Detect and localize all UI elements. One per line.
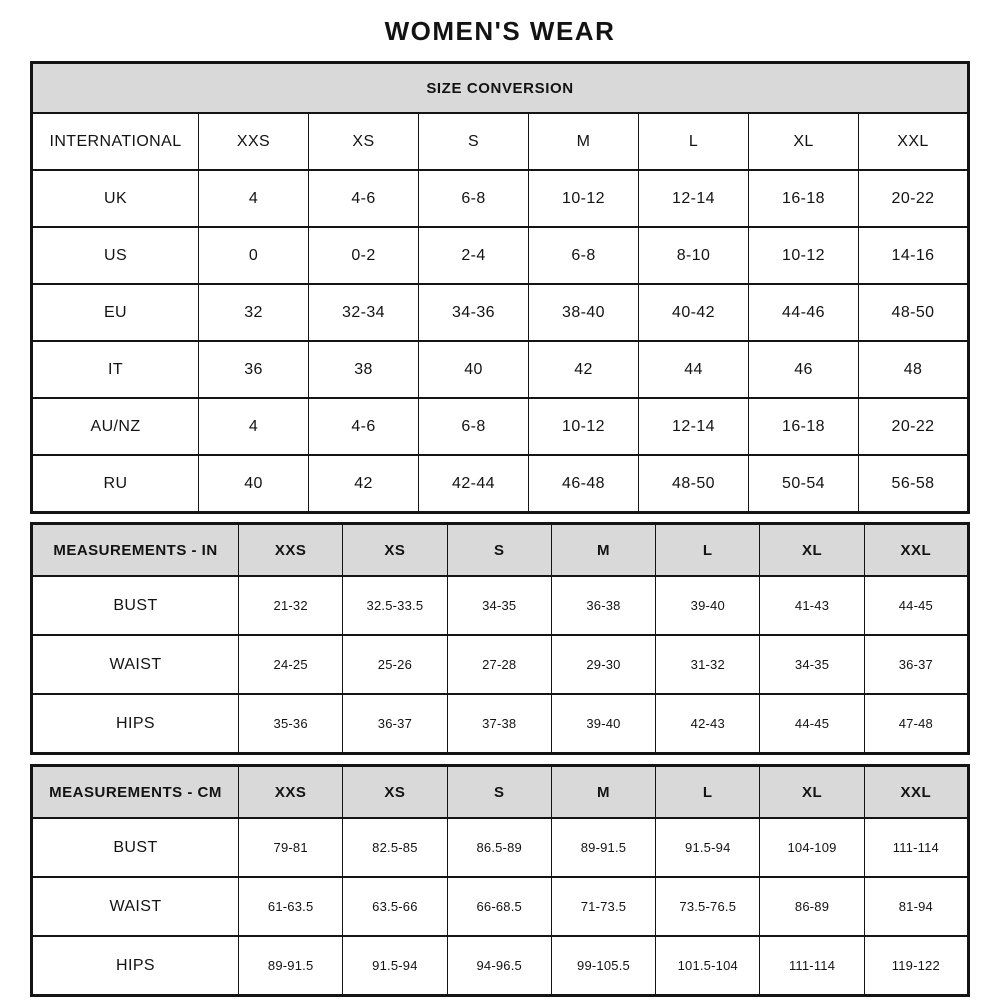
size-cell: 40 xyxy=(419,341,529,398)
table-caption-row xyxy=(32,63,969,114)
size-cell: 10-12 xyxy=(529,170,639,227)
row-label: RU xyxy=(32,455,199,513)
size-cell: 4-6 xyxy=(309,398,419,455)
measure-cell: 31-32 xyxy=(656,635,760,694)
measure-cell: 63.5-66 xyxy=(343,877,447,936)
measure-cell: 44-45 xyxy=(864,576,968,635)
measure-cell: 24-25 xyxy=(239,635,343,694)
measure-cell: 39-40 xyxy=(551,694,655,754)
measure-cell: 21-32 xyxy=(239,576,343,635)
measure-cell: 37-38 xyxy=(447,694,551,754)
size-cell: 46 xyxy=(749,341,859,398)
size-cell: 34-36 xyxy=(419,284,529,341)
measure-cell: 42-43 xyxy=(656,694,760,754)
size-cell: 44 xyxy=(639,341,749,398)
column-header: XS xyxy=(309,113,419,170)
column-header-row xyxy=(32,113,969,170)
size-cell: 6-8 xyxy=(419,170,529,227)
table-row xyxy=(32,341,969,398)
row-label: US xyxy=(32,227,199,284)
column-header: XXS xyxy=(239,524,343,577)
column-header: XL xyxy=(760,524,864,577)
table-row xyxy=(32,170,969,227)
row-label: EU xyxy=(32,284,199,341)
row-label: WAIST xyxy=(32,877,239,936)
column-header: XXL xyxy=(864,766,968,819)
size-cell: 12-14 xyxy=(639,170,749,227)
row-label: HIPS xyxy=(32,694,239,754)
table-row xyxy=(32,635,969,694)
size-cell: 4 xyxy=(199,398,309,455)
measure-cell: 99-105.5 xyxy=(551,936,655,996)
measure-cell: 119-122 xyxy=(864,936,968,996)
size-cell: 0 xyxy=(199,227,309,284)
measure-cell: 34-35 xyxy=(760,635,864,694)
column-header: L xyxy=(656,524,760,577)
measure-cell: 86-89 xyxy=(760,877,864,936)
table-row xyxy=(32,227,969,284)
measure-cell: 36-37 xyxy=(864,635,968,694)
column-header: XXS xyxy=(199,113,309,170)
measure-cell: 27-28 xyxy=(447,635,551,694)
measurements-cm-table xyxy=(30,764,970,997)
size-cell: 4-6 xyxy=(309,170,419,227)
column-header: XS xyxy=(343,524,447,577)
row-label: BUST xyxy=(32,576,239,635)
measurements-in-table xyxy=(30,522,970,755)
measure-cell: 111-114 xyxy=(864,818,968,877)
size-cell: 40-42 xyxy=(639,284,749,341)
column-header: XXL xyxy=(864,524,968,577)
size-cell: 36 xyxy=(199,341,309,398)
size-cell: 8-10 xyxy=(639,227,749,284)
size-cell: 44-46 xyxy=(749,284,859,341)
size-cell: 16-18 xyxy=(749,170,859,227)
size-cell: 6-8 xyxy=(529,227,639,284)
column-header: S xyxy=(419,113,529,170)
table-row xyxy=(32,936,969,996)
size-cell: 50-54 xyxy=(749,455,859,513)
size-cell: 14-16 xyxy=(859,227,969,284)
size-cell: 40 xyxy=(199,455,309,513)
column-header: XXL xyxy=(859,113,969,170)
size-cell: 42 xyxy=(309,455,419,513)
column-header: M xyxy=(551,766,655,819)
column-header: M xyxy=(529,113,639,170)
column-header: S xyxy=(447,524,551,577)
measure-cell: 91.5-94 xyxy=(343,936,447,996)
size-cell: 2-4 xyxy=(419,227,529,284)
column-header: XL xyxy=(760,766,864,819)
size-cell: 16-18 xyxy=(749,398,859,455)
measure-cell: 25-26 xyxy=(343,635,447,694)
table-row xyxy=(32,818,969,877)
row-label: WAIST xyxy=(32,635,239,694)
size-cell: 6-8 xyxy=(419,398,529,455)
measure-cell: 32.5-33.5 xyxy=(343,576,447,635)
measure-cell: 79-81 xyxy=(239,818,343,877)
measure-cell: 47-48 xyxy=(864,694,968,754)
size-cell: 56-58 xyxy=(859,455,969,513)
row-label: IT xyxy=(32,341,199,398)
row-label: UK xyxy=(32,170,199,227)
size-cell: 46-48 xyxy=(529,455,639,513)
measure-cell: 41-43 xyxy=(760,576,864,635)
column-header-row xyxy=(32,766,969,819)
measure-cell: 89-91.5 xyxy=(551,818,655,877)
measure-cell: 82.5-85 xyxy=(343,818,447,877)
measure-cell: 44-45 xyxy=(760,694,864,754)
column-header: XL xyxy=(749,113,859,170)
measure-cell: 104-109 xyxy=(760,818,864,877)
size-cell: 38-40 xyxy=(529,284,639,341)
column-header: INTERNATIONAL xyxy=(32,113,199,170)
row-label: HIPS xyxy=(32,936,239,996)
page-title: WOMEN'S WEAR xyxy=(384,16,616,46)
measure-cell: 94-96.5 xyxy=(447,936,551,996)
size-cell: 48-50 xyxy=(859,284,969,341)
column-header: M xyxy=(551,524,655,577)
measure-cell: 91.5-94 xyxy=(656,818,760,877)
measurements-cm-caption: MEASUREMENTS - CM xyxy=(32,766,239,819)
table-row xyxy=(32,284,969,341)
size-cell: 48-50 xyxy=(639,455,749,513)
size-conversion-table xyxy=(30,61,970,514)
measure-cell: 111-114 xyxy=(760,936,864,996)
size-conversion-caption: SIZE CONVERSION xyxy=(32,63,969,114)
measure-cell: 29-30 xyxy=(551,635,655,694)
measure-cell: 81-94 xyxy=(864,877,968,936)
measure-cell: 39-40 xyxy=(656,576,760,635)
size-cell: 10-12 xyxy=(529,398,639,455)
measure-cell: 61-63.5 xyxy=(239,877,343,936)
size-cell: 20-22 xyxy=(859,170,969,227)
table-row xyxy=(32,398,969,455)
size-cell: 12-14 xyxy=(639,398,749,455)
column-header: L xyxy=(656,766,760,819)
measure-cell: 36-38 xyxy=(551,576,655,635)
size-cell: 4 xyxy=(199,170,309,227)
size-cell: 0-2 xyxy=(309,227,419,284)
measure-cell: 73.5-76.5 xyxy=(656,877,760,936)
size-cell: 20-22 xyxy=(859,398,969,455)
measure-cell: 86.5-89 xyxy=(447,818,551,877)
size-cell: 42-44 xyxy=(419,455,529,513)
size-cell: 10-12 xyxy=(749,227,859,284)
measure-cell: 36-37 xyxy=(343,694,447,754)
measure-cell: 35-36 xyxy=(239,694,343,754)
column-header: XXS xyxy=(239,766,343,819)
measure-cell: 89-91.5 xyxy=(239,936,343,996)
table-row xyxy=(32,455,969,513)
table-row xyxy=(32,877,969,936)
size-cell: 48 xyxy=(859,341,969,398)
column-header-row xyxy=(32,524,969,577)
measure-cell: 34-35 xyxy=(447,576,551,635)
measure-cell: 101.5-104 xyxy=(656,936,760,996)
size-cell: 32-34 xyxy=(309,284,419,341)
table-row xyxy=(32,694,969,754)
table-row xyxy=(32,576,969,635)
size-cell: 42 xyxy=(529,341,639,398)
measurements-in-caption: MEASUREMENTS - IN xyxy=(32,524,239,577)
row-label: BUST xyxy=(32,818,239,877)
measure-cell: 71-73.5 xyxy=(551,877,655,936)
row-label: AU/NZ xyxy=(32,398,199,455)
column-header: S xyxy=(447,766,551,819)
column-header: XS xyxy=(343,766,447,819)
measure-cell: 66-68.5 xyxy=(447,877,551,936)
size-cell: 32 xyxy=(199,284,309,341)
column-header: L xyxy=(639,113,749,170)
size-cell: 38 xyxy=(309,341,419,398)
